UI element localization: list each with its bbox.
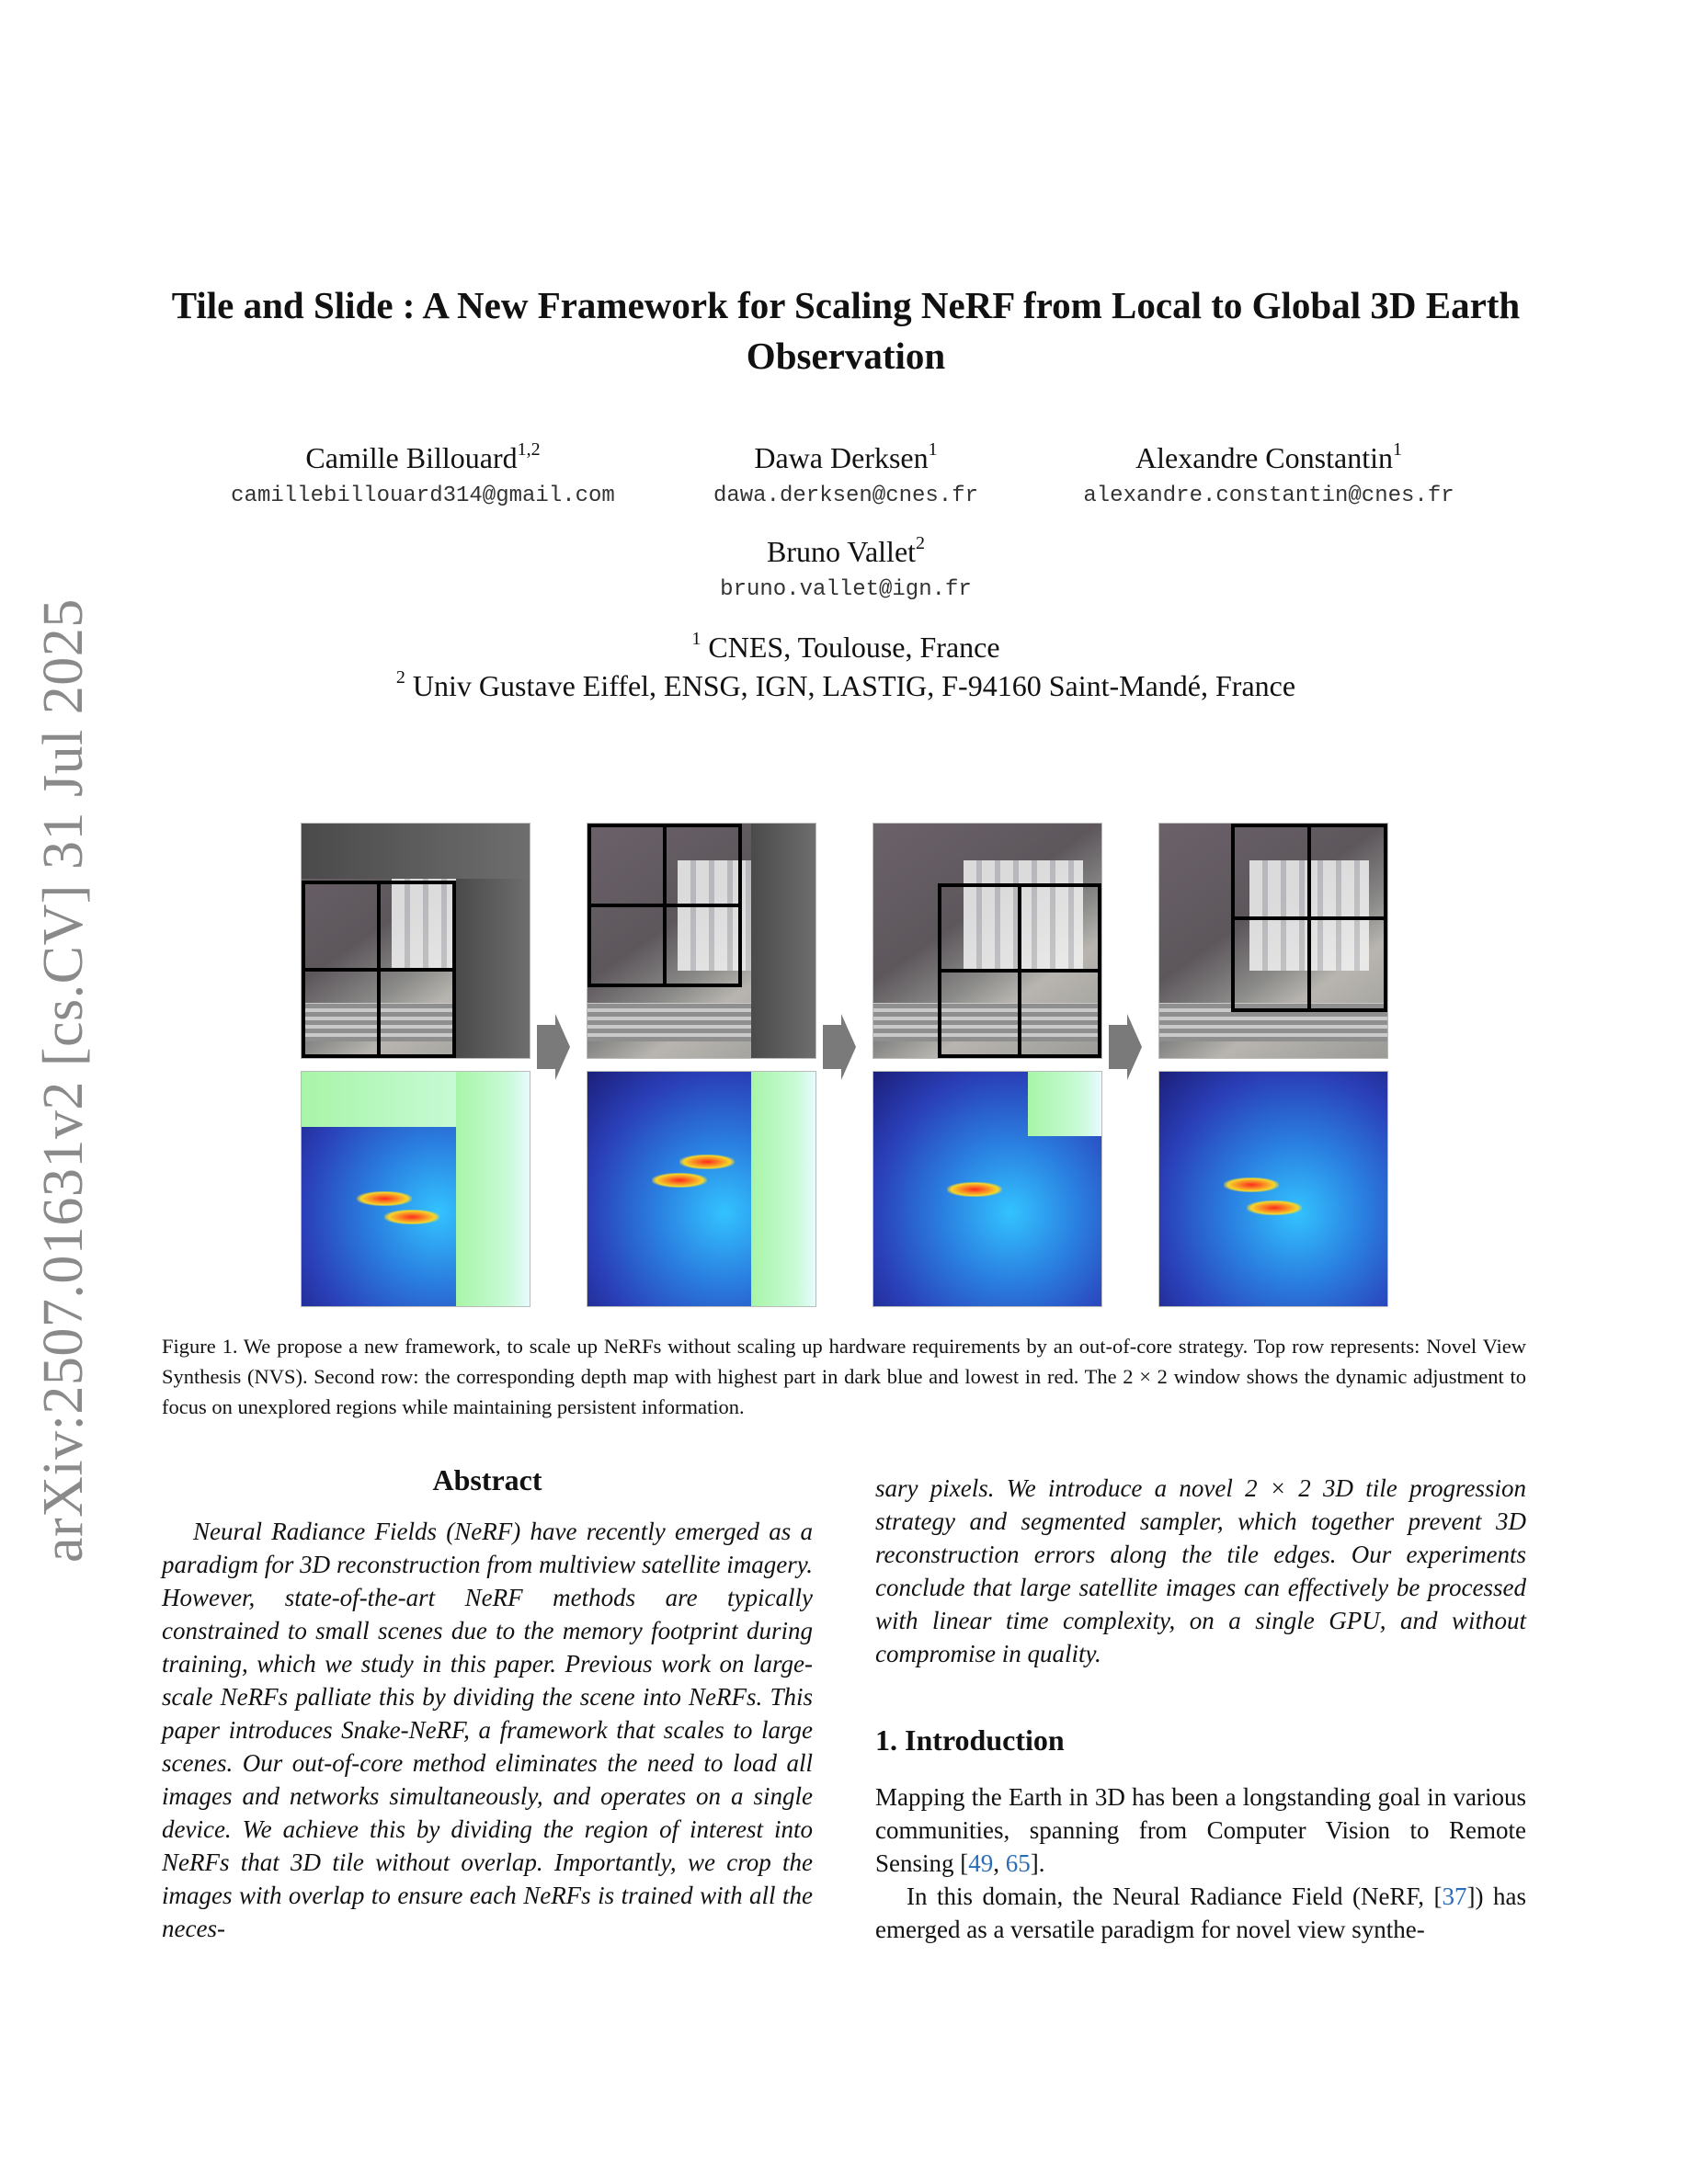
author-1 (193, 439, 653, 508)
tile-window-2x2 (302, 881, 456, 1058)
author-email[interactable]: bruno.vallet@ign.fr (720, 577, 972, 602)
author-name: Alexandre Constantin (1135, 441, 1393, 474)
intro-paragraph-2: In this domain, the Neural Radiance Field (NeRF, [37]) has emerged as a versatile paradigm for novel view synthe- (875, 1883, 1526, 1943)
author-email[interactable]: alexandre.constantin@cnes.fr (1083, 483, 1454, 508)
tile-window-2x2 (938, 883, 1101, 1058)
figure-1 (294, 823, 1397, 1310)
author-affil-sup: 2 (916, 533, 926, 553)
author-name: Dawa Derksen (754, 441, 929, 474)
abstract-heading: Abstract (432, 1463, 542, 1496)
arrow-right-icon (1109, 1014, 1142, 1080)
affiliation-2: $^2$ Univ Gustave Eiffel, ENSG, IGN, LASTIG, F-94160 Saint-Mandé, France (395, 667, 1296, 702)
author-affil-sup: 1 (928, 439, 938, 460)
author-name: Bruno Vallet (766, 535, 917, 568)
depth-panel-4 (1158, 1071, 1388, 1307)
author-email[interactable]: dawa.derksen@cnes.fr (713, 483, 979, 508)
arrow-right-icon (823, 1014, 856, 1080)
nvs-panel-4 (1158, 823, 1388, 1059)
depth-panel-1 (301, 1071, 530, 1307)
author-4 (662, 533, 1030, 602)
nvs-panel-1 (301, 823, 530, 1059)
affiliation-1: $^1$ CNES, Toulouse, France (691, 629, 1000, 664)
depth-panel-2 (587, 1071, 816, 1307)
abstract-column-left (162, 1463, 813, 1945)
intro-heading: 1. Introduction (875, 1723, 1065, 1757)
paper-title: Tile and Slide : A New Framework for Scaling NeRF from Local to Global 3D Earth Observation (171, 284, 1521, 377)
author-3 (1039, 439, 1499, 508)
author-name: Camille Billouard (305, 441, 518, 474)
tile-window-2x2 (587, 824, 742, 987)
arrow-right-icon (537, 1014, 570, 1080)
abstract-text-continued: sary pixels. We introduce a novel 2 × 2 3D tile progression strategy and segmented sampler, which together prevent 3D reconstruction errors along the tile edges. Our experiments conclude that large satellite images can effectively be processed with linear time complexity, on a single GPU, and without compromise in quality. (875, 1474, 1526, 1667)
citation-link[interactable]: 65 (1005, 1849, 1031, 1877)
citation-link[interactable]: 37 (1442, 1883, 1467, 1910)
nvs-panel-3 (873, 823, 1102, 1059)
tile-window-2x2 (1231, 824, 1387, 1012)
arxiv-identifier: arXiv:2507.01631v2 [cs.CV] 31 Jul 2025 (32, 598, 95, 1563)
text-column-right (875, 1472, 1526, 1946)
citation-link[interactable]: 49 (968, 1849, 994, 1877)
nvs-panel-2 (587, 823, 816, 1059)
intro-paragraph-1: Mapping the Earth in 3D has been a longstanding goal in various communities, spanning from Computer Vision to Remote Sensing [49, 65]. (875, 1783, 1526, 1877)
depth-panel-3 (873, 1071, 1102, 1307)
author-2 (662, 439, 1030, 508)
author-affil-sup: 1,2 (517, 439, 541, 460)
abstract-text: Neural Radiance Fields (NeRF) have recently emerged as a paradigm for 3D reconstruction from multiview satellite imagery. However, state-of-the-art NeRF methods are typically constrained to small scenes due to the memory footprint during training, which we study in this paper. Previous work on large-scale NeRFs palliate this by dividing the scene into NeRFs. This paper introduces Snake-NeRF, a framework that scales to large scenes. Our out-of-core method eliminates the need to load all images and networks simultaneously, and operates on a single device. We achieve this by dividing the region of interest into NeRFs that 3D tile without overlap. Importantly, we crop the images with overlap to ensure each NeRFs is trained with all the neces- (162, 1518, 813, 1942)
figure-caption: Figure 1. We propose a new framework, to scale up NeRFs without scaling up hardware requirements by an out-of-core strategy. Top row represents: Novel View Synthesis (NVS). Second row: the corresponding depth map with highest part in dark blue and lowest in red. The 2 × 2 window shows the dynamic adjustment to focus on unexplored regions while maintaining persistent information. (162, 1335, 1526, 1418)
author-email[interactable]: camillebillouard314@gmail.com (231, 483, 615, 508)
author-affil-sup: 1 (1392, 439, 1402, 460)
